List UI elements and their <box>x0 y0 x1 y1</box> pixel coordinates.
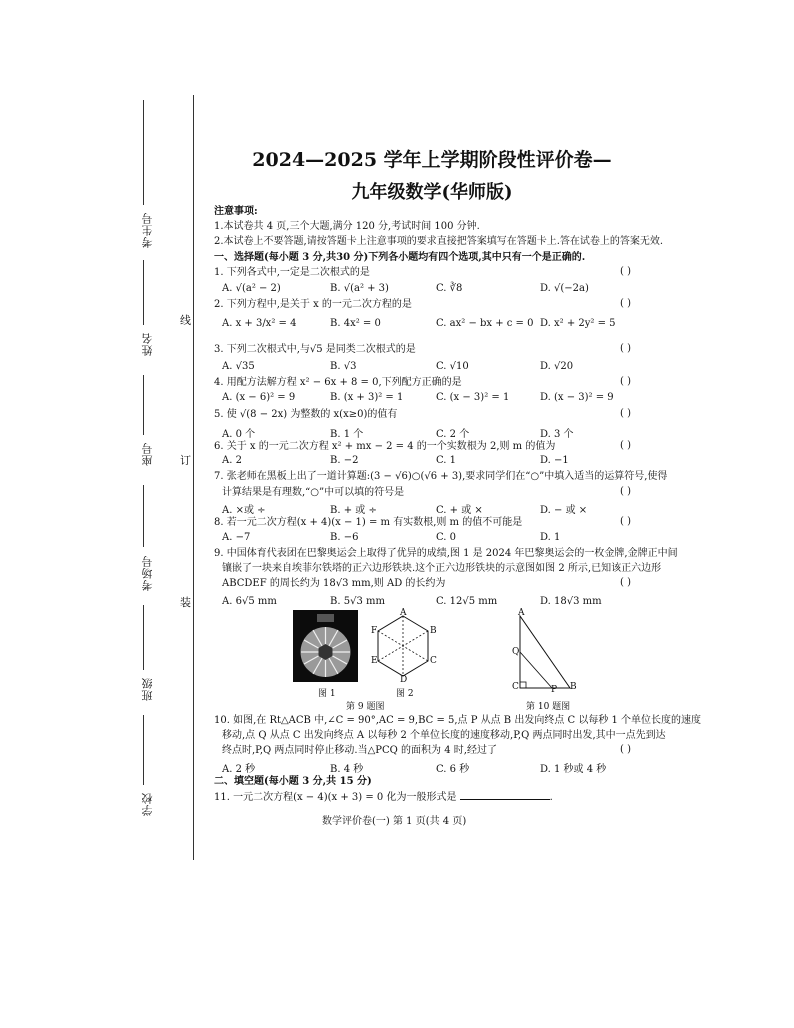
q5-answer-paren: ( ) <box>620 408 631 419</box>
q9-option-b: B. 5√3 mm <box>330 596 385 607</box>
q2-answer-paren: ( ) <box>620 298 631 309</box>
name-blank[interactable] <box>143 260 144 325</box>
hex-label-e: E <box>371 656 378 666</box>
figure-2-caption: 图 2 <box>396 689 414 699</box>
q6-option-c: C. 1 <box>436 455 457 466</box>
q7-answer-paren: ( ) <box>620 486 631 497</box>
binding-label-school: 学校 <box>141 792 154 816</box>
class-blank[interactable] <box>143 605 144 670</box>
hex-label-d: D <box>400 675 408 685</box>
section-1-heading: 一、选择题(每小题 3 分,共30 分)下列各小题均有四个选项,其中只有一个是正确的. <box>214 252 586 263</box>
tri-label-p: P <box>551 685 558 695</box>
q6-option-a: A. 2 <box>222 455 242 466</box>
tri-label-b: B <box>570 682 577 692</box>
binding-mark-staple: 订 <box>180 454 191 467</box>
page-title: 2024—2025 学年上学期阶段性评价卷— <box>252 149 612 171</box>
q2-option-a: A. x + 3/x² = 4 <box>222 318 297 329</box>
figure-1-caption: 图 1 <box>318 689 336 699</box>
q10-option-d: D. 1 秒或 4 秒 <box>540 764 607 775</box>
q6-option-b: B. −2 <box>330 455 359 466</box>
q5-option-b: B. 1 个 <box>330 429 364 440</box>
q11-answer-blank[interactable] <box>460 790 550 800</box>
q6-stem: 6. 关于 x 的一元二次方程 x² + mx − 2 = 4 的一个实数根为 2,则 m 的值为 <box>214 441 556 452</box>
q5-option-d: D. 3 个 <box>540 429 574 440</box>
page-footer: 数学评价卷(一) 第 1 页(共 4 页) <box>322 816 467 827</box>
q2-option-b: B. 4x² = 0 <box>330 318 381 329</box>
q1-stem: 1. 下列各式中,一定是二次根式的是 <box>214 267 370 278</box>
q3-option-a: A. √35 <box>222 361 255 372</box>
q3-option-c: C. √10 <box>436 361 469 372</box>
q10-option-b: B. 4 秒 <box>330 764 364 775</box>
q3-answer-paren: ( ) <box>620 343 631 354</box>
q9-option-d: D. 18√3 mm <box>540 596 602 607</box>
hex-label-a: A <box>400 608 407 618</box>
q8-option-a: A. −7 <box>222 532 251 543</box>
binding-label-room: 考场号 <box>141 555 154 591</box>
q10-stem-cont-1: 移动,点 Q 从点 C 出发向终点 A 以每秒 2 个单位长度的速度移动,P,Q 两点同时出发,其中一点先到达 <box>222 730 666 741</box>
section-2-heading: 二、填空题(每小题 3 分,共 15 分) <box>214 776 372 787</box>
tri-label-q: Q <box>512 647 520 657</box>
q11-text: 11. 一元二次方程(x − 4)(x + 3) = 0 化为一般形式是 <box>214 792 457 803</box>
q7-option-d: D. − 或 × <box>540 505 588 516</box>
q10-stem: 10. 如图,在 Rt△ACB 中,∠C = 90°,AC = 9,BC = 5,点 P 从点 B 出发向终点 C 以每秒 1 个单位长度的速度 <box>214 715 702 726</box>
hex-label-f: F <box>371 626 378 636</box>
binding-label-exam-number: 考生号 <box>141 212 154 248</box>
q2-option-d: D. x² + 2y² = 5 <box>540 318 616 329</box>
q5-stem: 5. 使 √(8 − 2x) 为整数的 x(x≥0)的值有 <box>214 409 398 420</box>
binding-mark-bind: 装 <box>180 596 191 609</box>
q7-option-a: A. ×或 ÷ <box>222 505 266 516</box>
q9-stem-cont-2: ABCDEF 的周长约为 18√3 mm,则 AD 的长约为 <box>222 578 446 589</box>
school-blank[interactable] <box>143 715 144 785</box>
q3-option-d: D. √20 <box>540 361 574 372</box>
q10-answer-paren: ( ) <box>620 744 631 755</box>
q10-option-a: A. 2 秒 <box>222 764 256 775</box>
q8-answer-paren: ( ) <box>620 516 631 527</box>
q6-answer-paren: ( ) <box>620 440 631 451</box>
q7-stem: 7. 张老师在黑板上出了一道计算题:(3 − √6)○(√6 + 3),要求同学们在“○”中填入适当的运算符号,使得 <box>214 471 668 482</box>
q8-option-c: C. 0 <box>436 532 457 543</box>
q10-figure-caption: 第 10 题图 <box>526 702 571 712</box>
q1-option-a: A. √(a² − 2) <box>222 283 281 294</box>
q7-option-c: C. + 或 × <box>436 505 483 516</box>
q1-option-b: B. √(a² + 3) <box>330 283 389 294</box>
binding-label-class: 班级 <box>141 677 154 701</box>
q9-option-c: C. 12√5 mm <box>436 596 498 607</box>
q7-stem-cont: 计算结果是有理数,“○”中可以填的符号是 <box>222 487 405 498</box>
q10-stem-cont-2: 终点时,P,Q 两点同时停止移动.当△PCQ 的面积为 4 时,经过了 <box>222 745 497 756</box>
q9-option-a: A. 6√5 mm <box>222 596 277 607</box>
notice-item-2: 2.本试卷上不要答题,请按答题卡上注意事项的要求直接把答案填写在答题卡上.答在试卷上的答案无效. <box>214 236 664 247</box>
q7-option-b: B. + 或 ÷ <box>330 505 377 516</box>
binding-label-name: 姓名 <box>141 332 154 356</box>
q11-stem: 11. 一元二次方程(x − 4)(x + 3) = 0 化为一般形式是 . <box>214 792 553 803</box>
q4-option-a: A. (x − 6)² = 9 <box>222 392 296 403</box>
q9-figure-caption: 第 9 题图 <box>346 702 385 712</box>
hex-label-b: B <box>430 626 437 636</box>
q3-option-b: B. √3 <box>330 361 357 372</box>
seat-blank[interactable] <box>143 375 144 435</box>
binding-mark-line: 线 <box>180 314 191 327</box>
q5-option-c: C. 2 个 <box>436 429 470 440</box>
q6-option-d: D. −1 <box>540 455 569 466</box>
binding-label-seat: 座号 <box>141 442 154 466</box>
room-blank[interactable] <box>143 485 144 547</box>
q2-option-c: C. ax² − bx + c = 0 <box>436 318 534 329</box>
hex-label-c: C <box>430 656 437 666</box>
q1-answer-paren: ( ) <box>620 266 631 277</box>
q4-stem: 4. 用配方法解方程 x² − 6x + 8 = 0,下列配方正确的是 <box>214 377 462 388</box>
figure-1-medal-photo <box>293 610 358 682</box>
tri-label-c: C <box>512 682 519 692</box>
notice-item-1: 1.本试卷共 4 页,三个大题,满分 120 分,考试时间 100 分钟. <box>214 221 480 232</box>
tri-label-a: A <box>518 608 525 618</box>
notice-heading: 注意事项: <box>214 206 258 217</box>
q4-option-d: D. (x − 3)² = 9 <box>540 392 614 403</box>
q4-option-c: C. (x − 3)² = 1 <box>436 392 510 403</box>
binding-line <box>193 95 194 860</box>
q8-stem: 8. 若一元二次方程(x + 4)(x − 1) = m 有实数根,则 m 的值不可能是 <box>214 517 523 528</box>
q4-option-b: B. (x + 3)² = 1 <box>330 392 404 403</box>
q10-option-c: C. 6 秒 <box>436 764 470 775</box>
q8-option-b: B. −6 <box>330 532 359 543</box>
q3-stem: 3. 下列二次根式中,与√5 是同类二次根式的是 <box>214 344 416 355</box>
page-subtitle: 九年级数学(华师版) <box>351 182 513 203</box>
q4-answer-paren: ( ) <box>620 376 631 387</box>
q1-option-c: C. ∛8 <box>436 283 463 294</box>
q9-stem-cont-1: 镶嵌了一块来自埃菲尔铁塔的正六边形铁块.这个正六边形铁块的示意图如图 2 所示,已知该正六边形 <box>222 563 662 574</box>
q8-option-d: D. 1 <box>540 532 561 543</box>
q1-option-d: D. √(−2a) <box>540 283 589 294</box>
q2-stem: 2. 下列方程中,是关于 x 的一元二次方程的是 <box>214 299 412 310</box>
q9-stem: 9. 中国体育代表团在巴黎奥运会上取得了优异的成绩,图 1 是 2024 年巴黎奥运会的一枚金牌,金牌正中间 <box>214 548 678 559</box>
q9-answer-paren: ( ) <box>620 577 631 588</box>
q5-option-a: A. 0 个 <box>222 429 256 440</box>
